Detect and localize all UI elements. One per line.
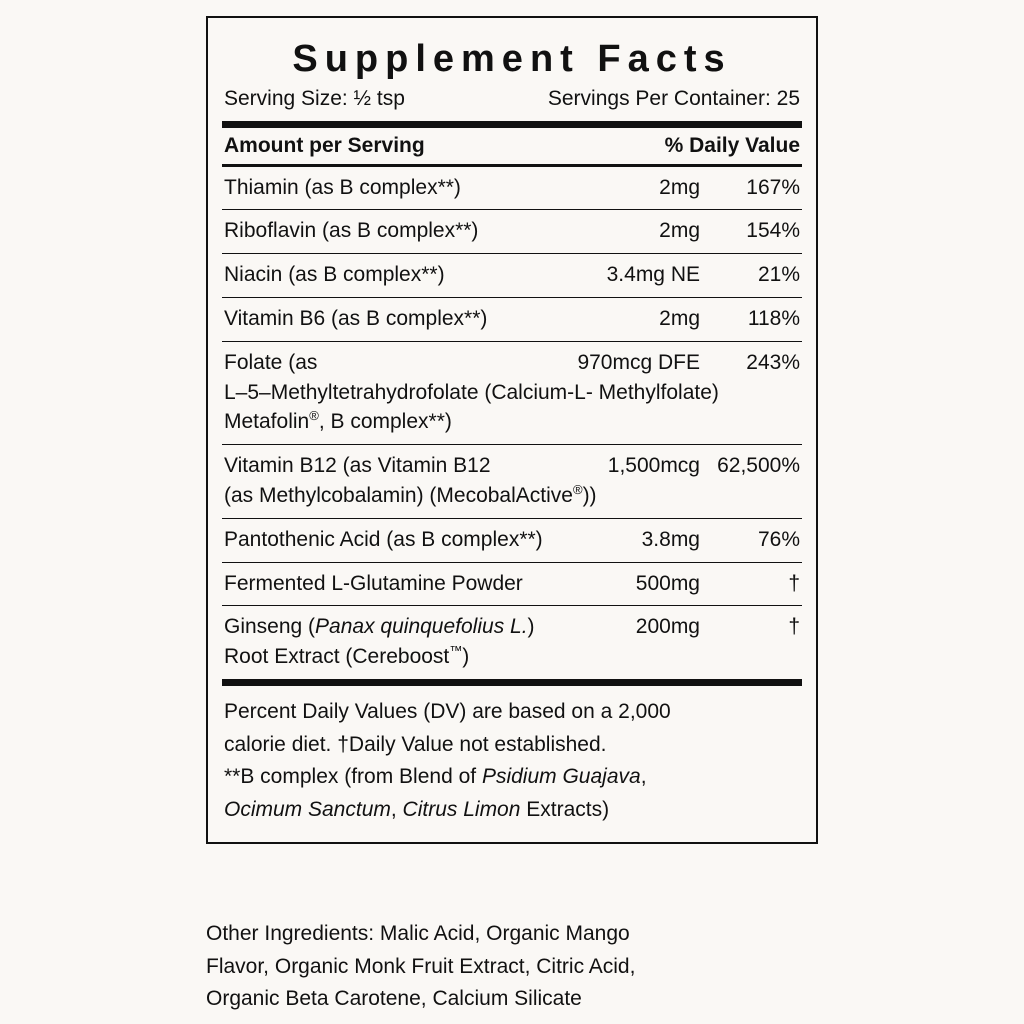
divider-thick-top — [222, 121, 802, 128]
other-ingredients-line-3: Organic Beta Carotene, Calcium Silicate — [206, 987, 582, 1011]
amount-per-serving-header: Amount per Serving — [224, 133, 425, 157]
nutrient-amount: 2mg — [659, 219, 700, 243]
divider-thick-bottom — [222, 679, 802, 686]
serving-info-row — [222, 87, 802, 111]
column-header-row — [222, 128, 802, 164]
nutrient-name: Riboflavin (as B complex**) — [224, 219, 479, 243]
nutrient-amount: 200mg — [635, 615, 700, 639]
nutrient-dv: † — [788, 571, 800, 595]
nutrient-amount: 1,500mcg — [607, 454, 700, 478]
table-row — [222, 254, 802, 297]
nutrient-amount: 2mg — [659, 175, 700, 199]
nutrient-amount: 500mg — [635, 571, 700, 595]
nutrient-dv: 243% — [746, 350, 800, 374]
nutrient-name: Niacin (as B complex**) — [224, 263, 445, 287]
nutrient-name: Ginseng (Panax quinquefolius L.) — [224, 615, 535, 639]
other-ingredients-line-2: Flavor, Organic Monk Fruit Extract, Citric Acid, — [206, 954, 636, 978]
table-row — [222, 445, 802, 518]
nutrient-name-continued-2: Metafolin®, B complex**) — [224, 408, 452, 434]
nutrient-dv: 62,500% — [717, 454, 800, 478]
nutrient-name: Thiamin (as B complex**) — [224, 175, 461, 199]
other-ingredients — [206, 918, 826, 1016]
nutrient-dv: † — [788, 615, 800, 639]
table-row — [222, 167, 802, 210]
nutrient-name: Vitamin B12 (as Vitamin B12 — [224, 454, 491, 478]
servings-per-container: Servings Per Container: 25 — [547, 86, 800, 110]
table-row — [222, 606, 802, 679]
other-ingredients-line-1: Other Ingredients: Malic Acid, Organic Mango — [206, 922, 630, 945]
nutrient-dv: 154% — [746, 219, 800, 243]
supplement-facts-panel — [206, 16, 818, 844]
nutrient-name-continued: Root Extract (Cereboost™) — [224, 643, 470, 669]
footnote-line-3: **B complex (from Blend of Psidium Guajava, — [224, 765, 647, 789]
footnote-line-1: Percent Daily Values (DV) are based on a 2,000 — [224, 700, 671, 724]
nutrient-name-continued: L–5–Methyltetrahydrofolate (Calcium-L- Methylfolate) — [224, 380, 719, 404]
table-row — [222, 342, 802, 444]
table-row — [222, 519, 802, 562]
footnote-line-2: calorie diet. †Daily Value not established. — [224, 732, 607, 756]
nutrient-amount: 970mcg DFE — [577, 350, 700, 374]
nutrient-name: Pantothenic Acid (as B complex**) — [224, 527, 543, 551]
footnote-line-4: Ocimum Sanctum, Citrus Limon Extracts) — [224, 797, 610, 821]
nutrient-amount: 3.4mg NE — [606, 263, 700, 287]
nutrient-name: Fermented L-Glutamine Powder — [224, 571, 523, 595]
daily-value-header: % Daily Value — [664, 133, 800, 157]
nutrient-dv: 76% — [757, 527, 800, 551]
serving-size: Serving Size: ½ tsp — [224, 86, 405, 110]
panel-title: Supplement Facts — [292, 38, 732, 80]
nutrient-name: Vitamin B6 (as B complex**) — [224, 306, 488, 330]
table-row — [222, 298, 802, 341]
nutrient-amount: 3.8mg — [641, 527, 700, 551]
nutrient-dv: 118% — [747, 306, 800, 330]
nutrient-amount: 2mg — [659, 306, 700, 330]
footnotes — [222, 686, 802, 830]
nutrient-dv: 167% — [746, 175, 800, 199]
nutrient-dv: 21% — [757, 263, 800, 287]
table-row — [222, 210, 802, 253]
nutrient-name-continued: (as Methylcobalamin) (MecobalActive®)) — [224, 482, 597, 508]
table-row — [222, 563, 802, 606]
nutrient-name: Folate (as — [224, 350, 318, 374]
